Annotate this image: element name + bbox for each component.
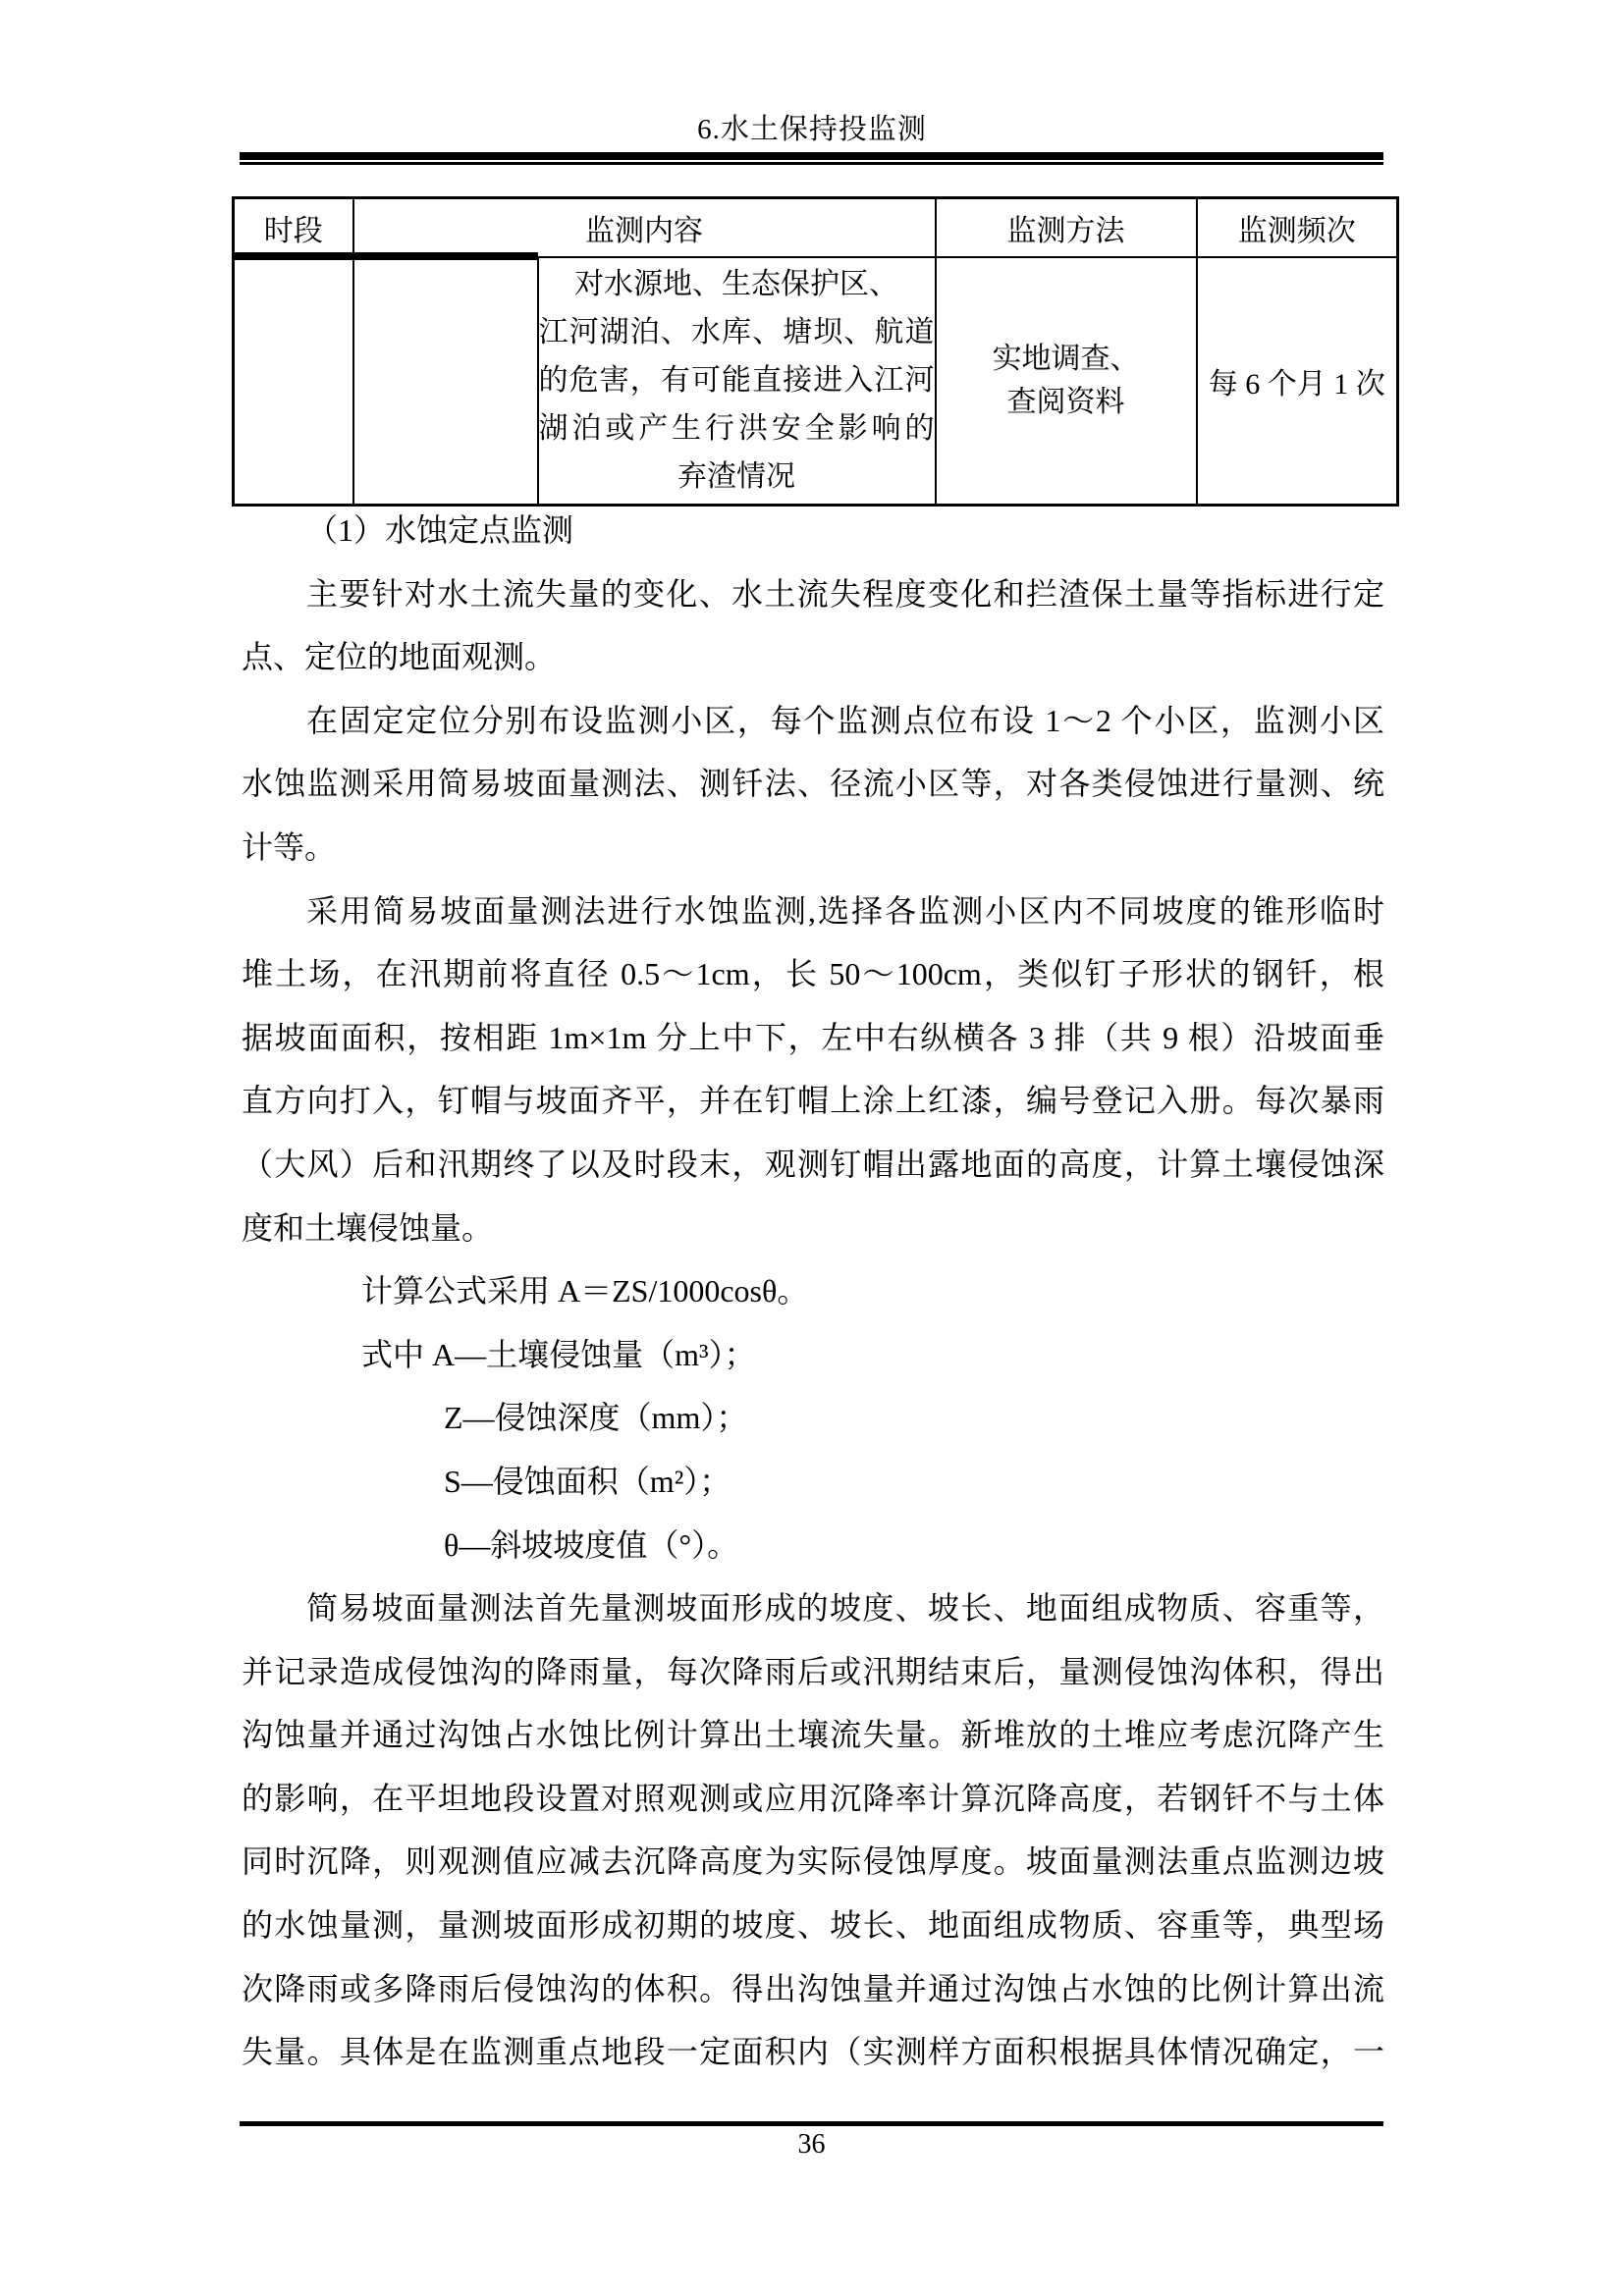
table-header-row <box>234 198 1398 257</box>
text-line: 并记录造成侵蚀沟的降雨量，每次降雨后或汛期结束后，量测侵蚀沟体积，得出 <box>242 1653 1384 1689</box>
text-line: 失量。具体是在监测重点地段一定面积内（实测样方面积根据具体情况确定，一 <box>242 2034 1384 2070</box>
text-line: 计算公式采用 A＝ZS/1000cosθ。 <box>361 1273 809 1309</box>
text-line: 据坡面面积，按相距 1m×1m 分上中下，左中右纵横各 3 排（共 9 根）沿坡面垂 <box>242 1019 1384 1055</box>
header-cell-content: 监测内容 <box>353 198 936 257</box>
cell-sub <box>353 257 538 506</box>
cell-frequency: 每 6 个月 1 次 <box>1197 257 1398 506</box>
text-line: S—侵蚀面积（m²）； <box>444 1463 731 1499</box>
header-rule <box>240 152 1383 165</box>
footer-rule <box>240 2121 1383 2126</box>
text-line: 水蚀监测采用简易坡面量测法、测钎法、径流小区等，对各类侵蚀进行量测、统 <box>242 766 1384 802</box>
text-line: 点、定位的地面观测。 <box>242 639 557 675</box>
text-line: 实地调查、 <box>992 342 1140 375</box>
page-title: 6.水土保持投监测 <box>697 114 927 145</box>
text-line: 的危害，有可能直接进入江河 <box>538 364 935 398</box>
text-line: 对水源地、生态保护区、 <box>574 268 898 301</box>
table-row <box>234 257 1398 506</box>
table-thick-border-segment <box>232 252 538 260</box>
text-line: θ—斜坡坡度值（°）。 <box>444 1526 739 1563</box>
text-line: 式中 A—土壤侵蚀量（m³）； <box>361 1336 756 1372</box>
page-number: 36 <box>797 2129 826 2160</box>
text-line: 弃渣情况 <box>677 460 795 494</box>
text-line: 的水蚀量测，量测坡面形成初期的坡度、坡长、地面组成物质、容重等，典型场 <box>242 1907 1384 1944</box>
cell-method <box>936 257 1197 506</box>
text-line: （大风）后和汛期终了以及时段末，观测钉帽出露地面的高度，计算土壤侵蚀深 <box>242 1146 1384 1182</box>
text-line: Z—侵蚀深度（mm）； <box>444 1400 748 1436</box>
text-line: 沟蚀量并通过沟蚀占水蚀比例计算出土壤流失量。新堆放的土堆应考虑沉降产生 <box>242 1717 1384 1753</box>
text-line: （1）水蚀定点监测 <box>306 512 574 548</box>
text-line: 在固定定位分别布设监测小区，每个监测点位布设 1～2 个小区，监测小区 <box>306 702 1384 738</box>
cell-period <box>234 257 353 506</box>
body-text <box>242 499 1384 2084</box>
text-line: 计等。 <box>242 828 337 865</box>
text-line: 的影响，在平坦地段设置对照观测或应用沉降率计算沉降高度，若钢钎不与土体 <box>242 1780 1384 1816</box>
header-cell-period: 时段 <box>234 198 353 257</box>
header-cell-frequency: 监测频次 <box>1197 198 1398 257</box>
text-line: 同时沉降，则观测值应减去沉降高度为实际侵蚀厚度。坡面量测法重点监测边坡 <box>242 1843 1384 1880</box>
text-line: 简易坡面量测法首先量测坡面形成的坡度、坡长、地面组成物质、容重等， <box>306 1590 1384 1627</box>
text-line: 度和土壤侵蚀量。 <box>242 1209 494 1246</box>
text-line: 采用简易坡面量测法进行水蚀监测,选择各监测小区内不同坡度的锥形临时 <box>306 892 1384 929</box>
text-line: 直方向打入，钉帽与坡面齐平，并在钉帽上涂上红漆，编号登记入册。每次暴雨 <box>242 1083 1384 1119</box>
text-line: 江河湖泊、水库、塘坝、航道 <box>538 316 935 349</box>
header-cell-method: 监测方法 <box>936 198 1197 257</box>
text-line: 次降雨或多降雨后侵蚀沟的体积。得出沟蚀量并通过沟蚀占水蚀的比例计算出流 <box>242 1970 1384 2006</box>
cell-content <box>538 257 936 506</box>
text-line: 堆土场，在汛期前将直径 0.5～1cm，长 50～100cm，类似钉子形状的钢钎，根 <box>242 956 1384 992</box>
text-line: 湖泊或产生行洪安全影响的 <box>538 412 935 446</box>
text-line: 查阅资料 <box>1006 385 1125 418</box>
text-line: 主要针对水土流失量的变化、水土流失程度变化和拦渣保土量等指标进行定 <box>306 575 1384 612</box>
monitoring-table <box>232 196 1399 507</box>
